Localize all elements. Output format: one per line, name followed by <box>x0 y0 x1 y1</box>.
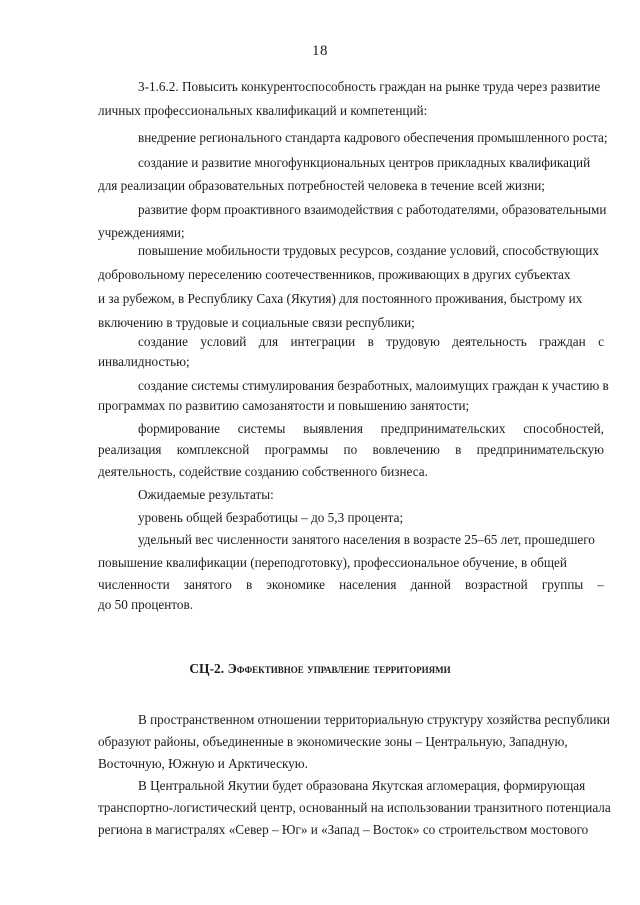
paragraph-line: повышение мобильности трудовых ресурсов, создание условий, способствующих <box>138 243 599 258</box>
paragraph-line: для реализации образовательных потребностей человека в течение всей жизни; <box>98 178 545 193</box>
word: условий <box>200 334 247 349</box>
page-number: 18 <box>312 43 328 59</box>
word: реализация <box>98 442 162 457</box>
paragraph-line: Ожидаемые результаты: <box>138 487 274 502</box>
paragraph-line: транспортно-логистический центр, основанный на использовании транзитного потенциала <box>98 800 611 815</box>
paragraph-line: личных профессиональных квалификаций и компетенций: <box>98 103 428 118</box>
word: выявления <box>303 421 363 436</box>
word: в <box>245 577 253 592</box>
paragraph-line: деятельность, содействие созданию собственного бизнеса. <box>98 464 428 479</box>
word: создание <box>138 334 188 349</box>
paragraph-line: создание системы стимулирования безработных, малоимущих граждан к участию в <box>138 378 609 393</box>
section-heading-title: Эффективное управление территориями <box>227 661 451 676</box>
word: занятого <box>183 577 232 592</box>
paragraph-line: до 50 процентов. <box>98 597 194 612</box>
word: комплексной <box>176 442 250 457</box>
word: деятельность <box>452 334 527 349</box>
paragraph-line: включению в трудовые и социальные связи республики; <box>98 315 415 330</box>
word: способностей, <box>523 421 604 436</box>
justified-line <box>98 442 604 458</box>
justified-line <box>138 421 604 437</box>
word: трудовую <box>386 334 440 349</box>
paragraph-line: инвалидностью; <box>98 354 190 369</box>
justified-line <box>138 334 604 350</box>
paragraph-line: уровень общей безработицы – до 5,3 процента; <box>138 510 404 525</box>
justified-line <box>98 577 604 593</box>
paragraph-line: 3-1.6.2. Повысить конкурентоспособность граждан на рынке труда через развитие <box>138 79 601 94</box>
word: по <box>343 442 358 457</box>
paragraph-line: программах по развитию самозанятости и повышению занятости; <box>98 398 470 413</box>
paragraph-line: В Центральной Якутии будет образована Якутская агломерация, формирующая <box>138 778 586 793</box>
word: экономике <box>266 577 325 592</box>
section-heading <box>0 661 640 677</box>
paragraph-line: повышение квалификации (переподготовку), профессиональное обучение, в общей <box>98 555 567 570</box>
word: в <box>367 334 374 349</box>
paragraph-line: учреждениями; <box>98 225 185 240</box>
word: населения <box>339 577 397 592</box>
paragraph-line: развитие форм проактивного взаимодействия с работодателями, образовательными <box>138 202 607 217</box>
paragraph-line: образуют районы, объединенные в экономические зоны – Центральную, Западную, <box>98 734 568 749</box>
paragraph-line: и за рубежом, в Республику Саха (Якутия) для постоянного проживания, быстрому их <box>98 291 583 306</box>
paragraph-line: создание и развитие многофункциональных центров прикладных квалификаций <box>138 155 591 170</box>
paragraph-line: региона в магистралях «Север – Юг» и «Запад – Восток» со строительством мостового <box>98 822 589 837</box>
word: возрастной <box>465 577 528 592</box>
word: группы <box>541 577 584 592</box>
word: программы <box>264 442 329 457</box>
word: с <box>598 334 604 349</box>
word: системы <box>237 421 286 436</box>
word: граждан <box>539 334 586 349</box>
word: данной <box>410 577 451 592</box>
paragraph-line: удельный вес численности занятого населения в возрасте 25–65 лет, прошедшего <box>138 532 595 547</box>
word: формирование <box>138 421 220 436</box>
paragraph-line: внедрение регионального стандарта кадрового обеспечения промышленного роста; <box>138 130 608 145</box>
word: для <box>258 334 279 349</box>
paragraph-line: В пространственном отношении территориальную структуру хозяйства республики <box>138 712 610 727</box>
word: предпринимательских <box>380 421 506 436</box>
word: в <box>455 442 462 457</box>
word: вовлечению <box>372 442 440 457</box>
word: предпринимательскую <box>476 442 604 457</box>
word: – <box>597 577 604 592</box>
word: численности <box>98 577 170 592</box>
paragraph-line: Восточную, Южную и Арктическую. <box>98 756 308 771</box>
word: интеграции <box>290 334 356 349</box>
paragraph-line: добровольному переселению соотечественников, проживающих в других субъектах <box>98 267 571 282</box>
section-heading-prefix: СЦ-2. <box>189 661 225 676</box>
